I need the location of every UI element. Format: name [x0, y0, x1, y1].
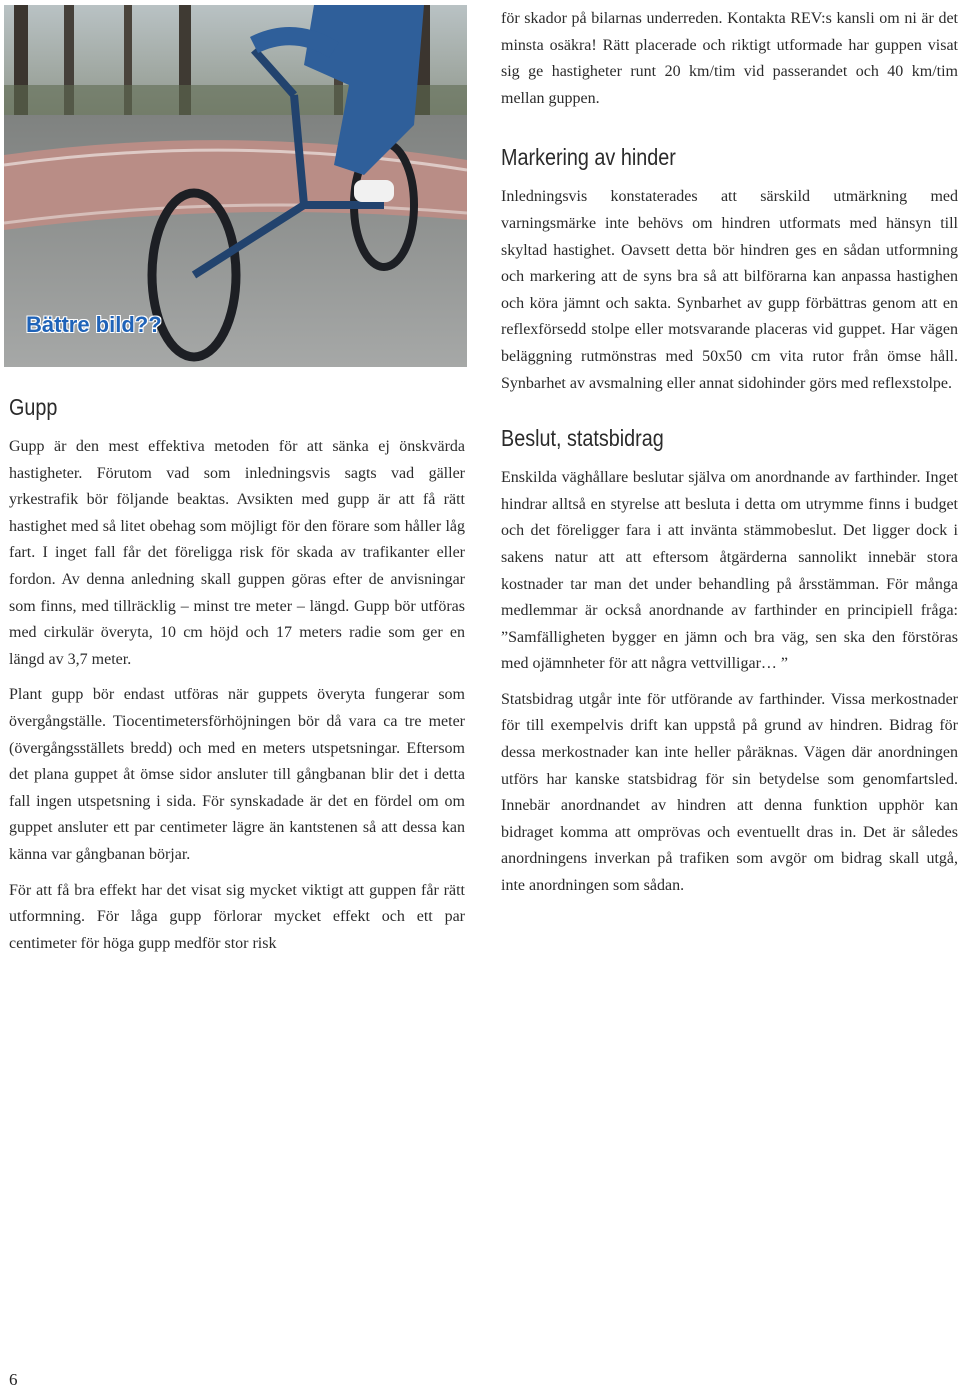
paragraph: Gupp är den mest effektiva metoden för att sänka ej önskvärda hastigheter. Förutom vad som inledningsvis sagts vad gäller yrkestrafik bör följande beaktas. Avsikten med gupp är att få rätt hastighet med så litet obehag som möjligt för den förare som håller låg fart. I inget fall får det föreligga risk för skada av trafikanter eller fordon. Av denna anledning skall guppen göras efter de anvisningar som finns, med tillräcklig – minst tre meter – längd. Gupp bör utföras med cirkulär överyta, 10 cm höjd och 17 meters radie som ger en längd av 3,7 meter.: [9, 438, 465, 668]
section-heading-beslut: Beslut, statsbidrag: [501, 425, 664, 452]
section-heading-gupp: Gupp: [9, 394, 58, 420]
paragraph: För att få bra effekt har det visat sig mycket viktigt att guppen får rätt utformning. För låga gupp förlorar mycket effekt och ett par centimeter för höga gupp medför stor risk: [9, 881, 465, 952]
section-heading-markering: Markering av hinder: [501, 144, 676, 171]
left-column: [9, 394, 465, 957]
paragraph: Enskilda väghållare beslutar själva om anordnande av farthinder. Inget hindrar alltså en styrelse att besluta i detta om utrymme finns i budget och det föreligger fara i att invänta stämmobeslut. Det ligger dock i sakens natur att att eftersom åtgärderna sannolikt innebär stora kostnader tar man det under behandling på årsstämman. För många medlemmar är också anordnande av farthinder en principiell fråga: ”Samfälligheten bygger en jämn och bra väg, sen ska den förstöras med ojämnheter för att några vettvilligar… ”: [501, 469, 958, 673]
paragraph: Inledningsvis konstaterades att särskild utmärkning med varningsmärke inte behövs om hindren utformats med hänsyn till skyltad hastighet. Oavsett detta bör hindren ges en sådan utformning och markering att de syns bra så att bilförarna kan anpassa hastighen och köra jämnt och sakta. Synbarhet av gupp förbättras genom att en reflexförsedd stolpe eller motsvarande placeras vid guppet. Har vägen beläggning rutmönstras med 50x50 cm vita rutor från ömse håll. Synbarhet av avsmalning eller annat sidohinder görs med reflexstolpe.: [501, 188, 958, 392]
photo-caption: Bättre bild??: [26, 312, 162, 337]
right-column: [501, 6, 958, 900]
paragraph: Statsbidrag utgår inte för utförande av farthinder. Vissa merkostnader för till exempelvis drift kan uppstå på grund av hindren. Bidrag för dessa merkostnader kan inte heller påräknas. Vägen där anordningen utförs har kanske statsbidrag för sin betydelse som genomfartsled. Innebär anordnandet av hindren att denna funktion upphör kan bidraget komma att omprövas och eventuellt dras in. Det är således anordningens inverkan på trafiken som avgör om bidrag skall utgå, inte anordningen som sådan.: [501, 690, 958, 895]
paragraph: Plant gupp bör endast utföras när guppets överyta fungerar som övergångställe. Tiocentimetersförhöjningen bör då vara ca tre meter (övergångsställets bredd) och med en meters utspetsningar. Eftersom det plana guppet åt ömse sidor ansluter till gångbanan blir det i detta fall ingen utspetsning i sida. För synskadade är det en fördel om om guppet ansluter ett par centimeter lägre än kantstenen så att dessa kan känna var gångbanan börjar.: [9, 686, 465, 863]
paragraph: för skador på bilarnas underreden. Kontakta REV:s kansli om ni är det minsta osäkra! Rätt placerade och riktigt utformade har guppen visat sig ge hastigheter runt 20 km/tim vid passerandet och 40 km/tim mellan guppen.: [501, 10, 958, 107]
page-number: 6: [9, 1370, 18, 1389]
